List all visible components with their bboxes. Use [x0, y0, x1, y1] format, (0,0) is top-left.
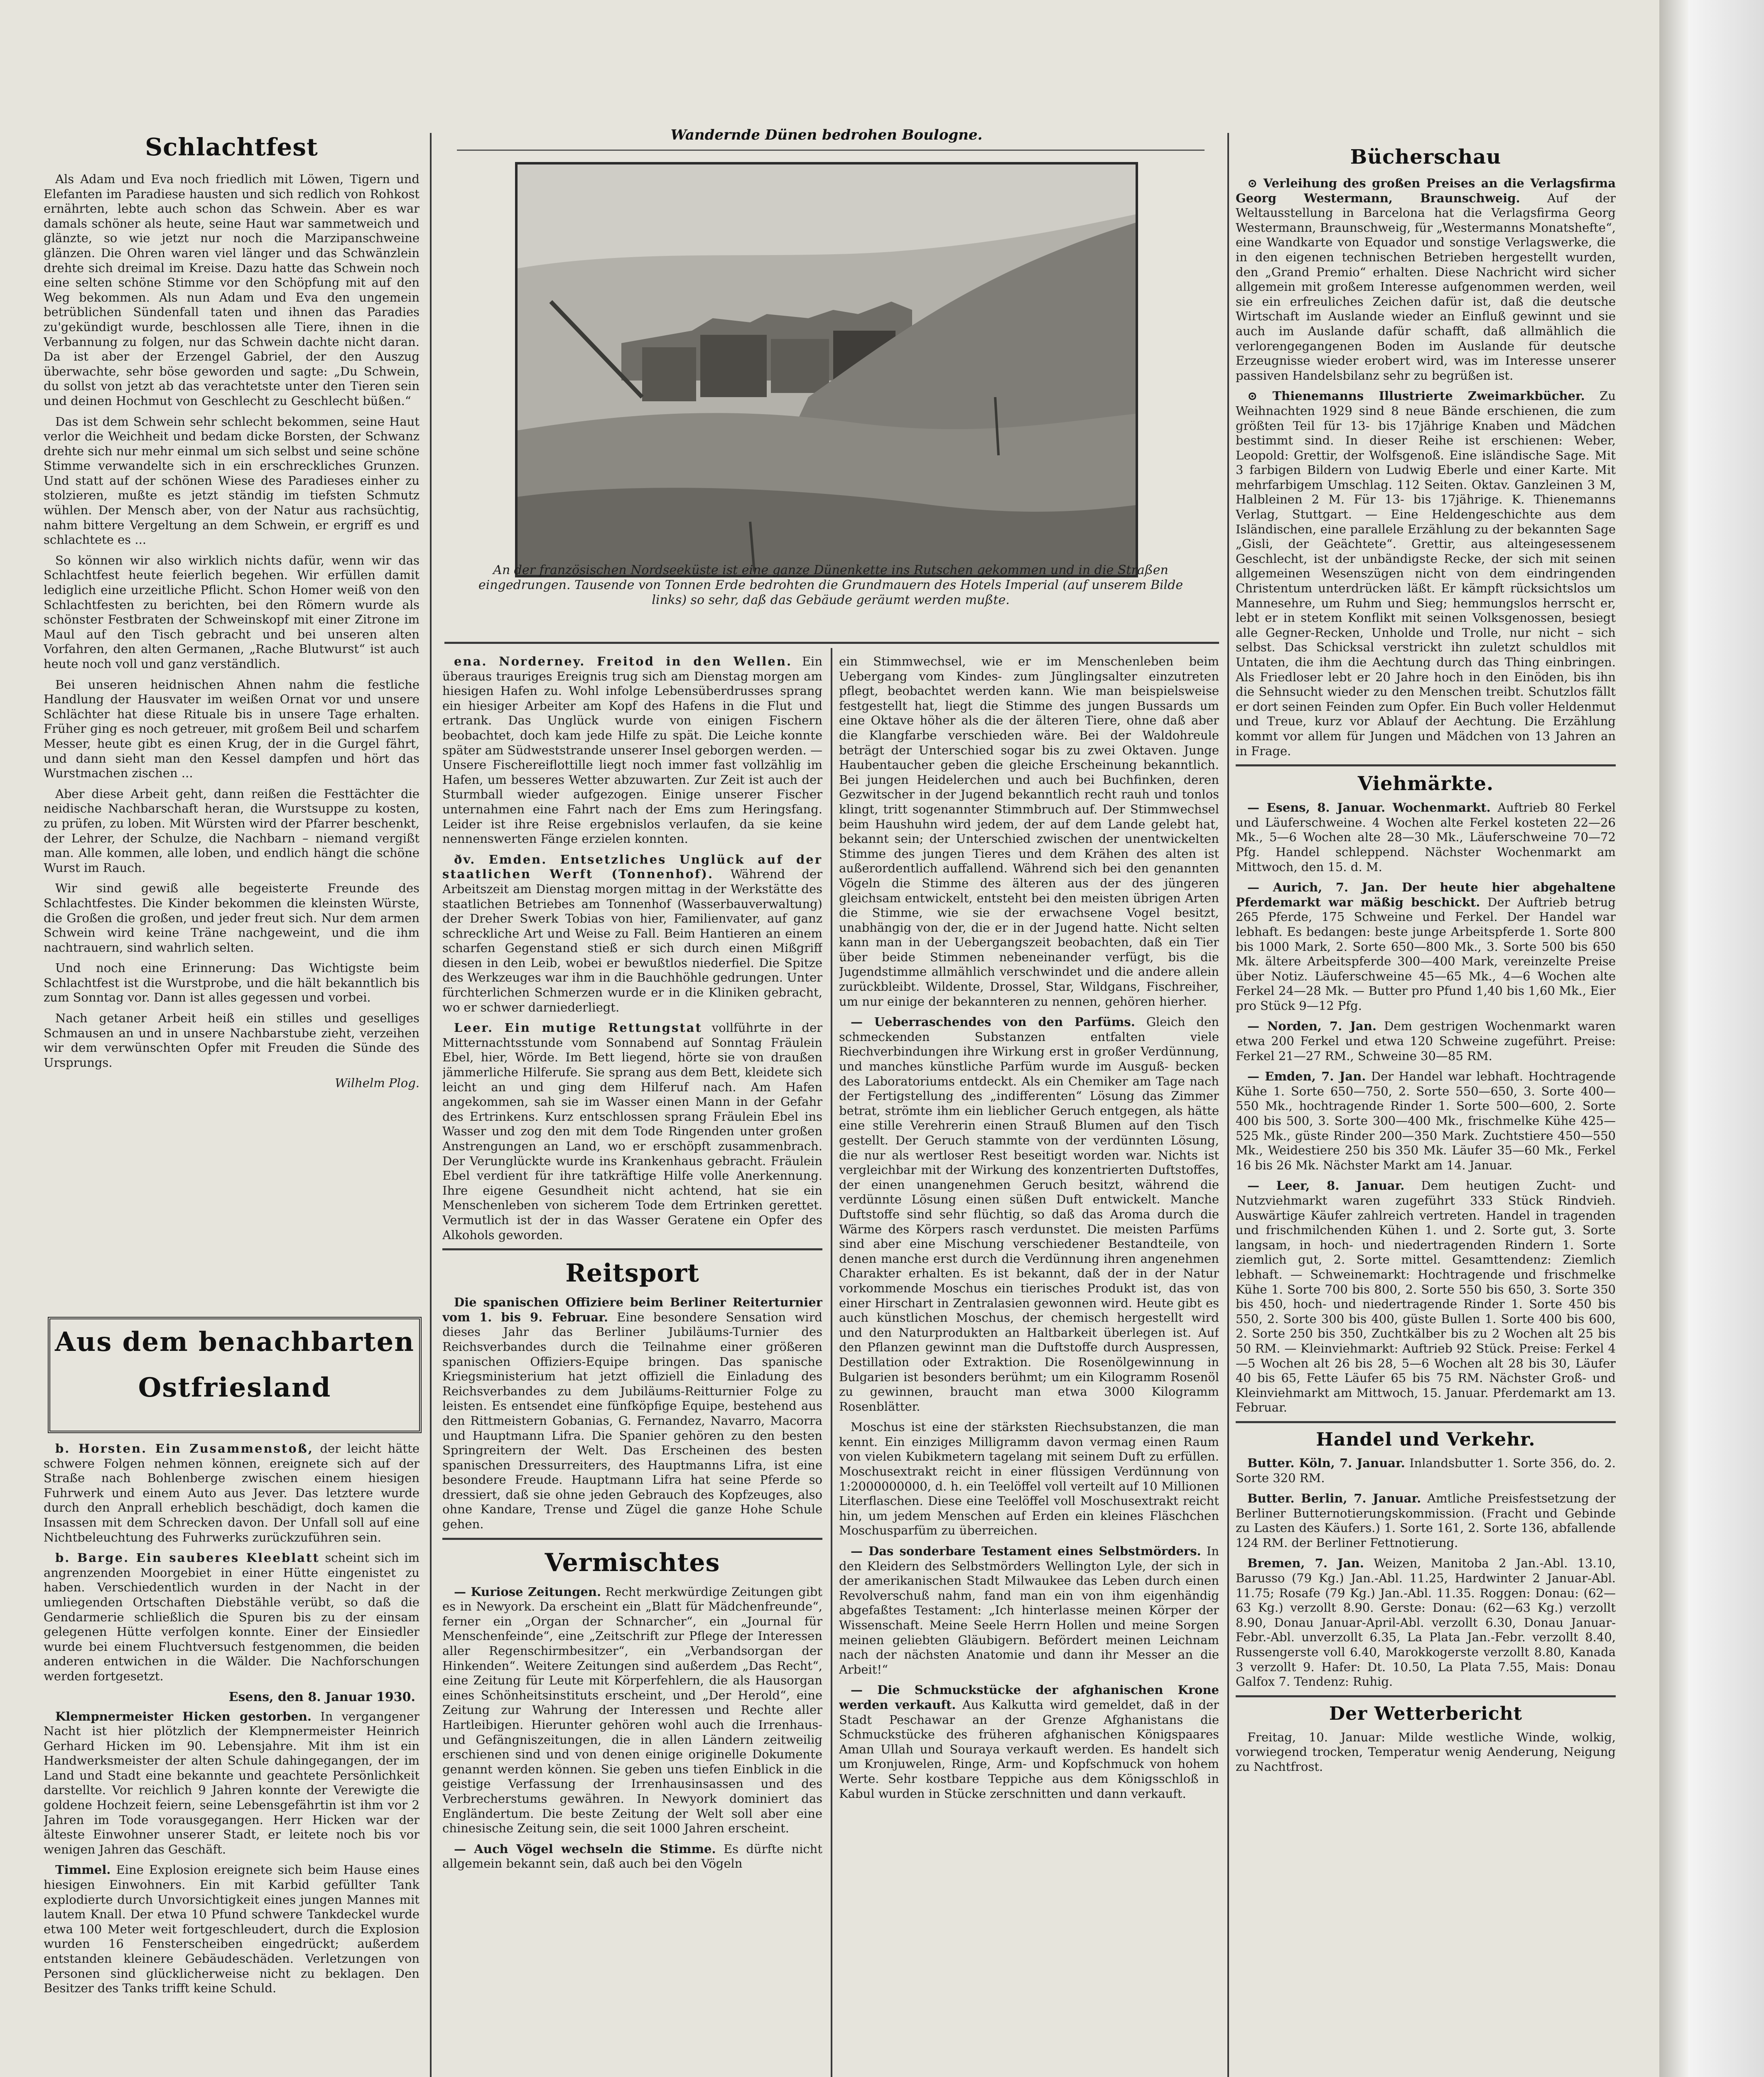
- news-item: [1236, 176, 1616, 383]
- article-paragraph: Das ist dem Schwein sehr schlecht bekommen, seine Haut verlor die Weichheit und bedam dicke Borsten, der Schwanz drehte sich nur mehr einmal um sich selbst und seine schöne Stimme verwandelte sich in ein erschreckliches Grunzen. Und statt auf der schönen Wiese des Paradieses einher zu stolzieren, mußte es jetzt ständig im tiefsten Schmutz wühlen. Der Mensch aber, von der Natur aus rachsüchtig, nahm bittere Vergeltung an dem Schwein, er ergriff es und schlachtete es ...: [44, 414, 420, 547]
- news-lead: — Norden, 7. Jan.: [1247, 1019, 1377, 1034]
- dateline: Esens, den 8. Januar 1930.: [228, 1689, 415, 1704]
- news-lead: Bremen, 7. Jan.: [1247, 1556, 1364, 1571]
- news-text: Auf der Weltausstellung in Barcelona hat die Verlagsfirma Georg Westermann, Braunschweig, für „Westermanns Monatshefte“, eine Wandkarte von Equador und sonstige Verlagswerke, die in den eigenen technischen Betrieben hergestellt wurden, den „Grand Premio“ erhalten. Diese Nachricht wird sicher allgemein mit großem Interesse aufgenommen werden, weil sie ein erfreuliches Zeichen dafür ist, daß die deutsche Wirtschaft im Auslande wieder an Einfluß gewinnt und sie auch im Auslande dafür schafft, daß allmählich die verlorengegangenen Boden im Auslande für deutsche Erzeugnisse wieder erobert wird, was im Interesse unserer passiven Handelsbilanz sehr zu begrüßen ist.: [1236, 191, 1616, 383]
- news-item: [839, 1015, 1219, 1414]
- news-item: [839, 1544, 1219, 1677]
- news-lead: ena. Norderney. Freitod in den Wellen.: [454, 654, 792, 668]
- heading-vermischtes: Vermischtes: [545, 1548, 720, 1577]
- news-item: [1236, 1456, 1616, 1485]
- heading-buecherschau: Bücherschau: [1350, 145, 1501, 169]
- section-rule: [1236, 1695, 1616, 1697]
- figure-title: Wandernde Dünen bedrohen Boulogne.: [670, 127, 983, 143]
- article-paragraph: Aber diese Arbeit geht, dann reißen die Festtächter die neidische Nachbarschaft heran, die Wurstsuppe zu kosten, zu prüfen, zu loben. Mit Würsten wird der Pfarrer beschenkt, der Lehrer, der Schulze, die Nachbarn – niemand vergißt man. Alle kommen, alle loben, und endlich hängt die schöne Wurst im Rauch.: [44, 786, 420, 875]
- news-lead: Butter. Köln, 7. Januar.: [1247, 1456, 1405, 1470]
- page-edge: [1659, 0, 1688, 2077]
- news-lead: Klempnermeister Hicken gestorben.: [55, 1709, 312, 1723]
- column-1-lower: [44, 1441, 420, 2077]
- news-item: [1236, 389, 1616, 759]
- news-item: [44, 1709, 420, 1857]
- article-paragraph: Bei unseren heidnischen Ahnen nahm die festliche Handlung der Hausvater im weißen Ornat vor und unsere Schlächter hat diese Rituale bis in unsere Tage erhalten. Früher ging es noch getreuer, mit großem Beil und scharfem Messer, heute gibt es einen Krug, der in die Gurgel fährt, und dann sieht man den Kessel dampfen und hört das Wurstmachen zischen ...: [44, 677, 420, 781]
- news-lead: Leer. Ein mutige Rettungstat: [454, 1021, 702, 1035]
- news-item: [1236, 1019, 1616, 1063]
- news-text: Dem gestrigen Wochenmarkt waren etwa 200 Ferkel und etwa 120 Schweine zugeführt. Preise: Ferkel 21—27 RM., Schweine 30—85 RM.: [1236, 1019, 1616, 1063]
- news-item: [442, 654, 822, 847]
- news-text: Aus Kalkutta wird gemeldet, daß in der Stadt Peschawar an der Grenze Afghanistans die Schmuckstücke des früheren afghanischen Königspaares Aman Ullah und Souraya verkauft werden. Es handelt sich um Kronjuwelen, Ringe, Arm- und Kopfschmuck von hohem Werte. Sehr kostbare Teppiche aus dem Königsschloß in Kabul wurden in Stücke zerschnitten und dann verkauft.: [839, 1697, 1219, 1801]
- column-divider: [430, 133, 432, 2077]
- news-lead: ⊙ Verleihung des großen Preises an die Verlagsfirma Georg Westermann, Braunschweig.: [1236, 176, 1616, 205]
- section-rule: [1236, 764, 1616, 766]
- heading-wetterbericht: Der Wetterbericht: [1329, 1703, 1523, 1724]
- news-item: [442, 852, 822, 1015]
- news-lead: — Kuriose Zeitungen.: [454, 1584, 601, 1599]
- news-text: Eine besondere Sensation wird dieses Jahr das Berliner Jubiläums-Turnier des Reichsverbandes durch die Teilnahme einer größeren spanischen Offiziers-Equipe bringen. Das spanische Kriegsministerium hat jetzt offiziell die Einladung des Reichsverbandes zu dem Jubiläums-Reitturnier Folge zu leisten. Es entsendet eine fünfköpfige Equipe, bestehend aus den Rittmeistern Gobanias, G. Fernandez, Navarro, Macorra und Hauptmann Lifra. Die Spanier gehören zu den besten Springreitern der Welt. Das Erscheinen des besten spanischen Dressurreiters, des Hauptmanns Lifra, ist eine besondere Freude. Hauptmann Lifra hat seine Pferde so dressiert, daß sie ohne jeden Gebrauch des Kopfzeuges, also ohne Kandare, Trense und Zügel die ganze Hohe Schule gehen.: [442, 1310, 822, 1532]
- news-text: Eine Explosion ereignete sich beim Hause eines hiesigen Einwohners. Ein mit Karbid gefüllter Tank explodierte durch Unvorsichtigkeit eines jungen Mannes mit lautem Knall. Der etwa 10 Pfund schwere Tankdeckel wurde etwa 100 Meter weit fortgeschleudert, durch die Explosion wurden 16 Fensterscheiben eingedrückt; außerdem entstanden kleinere Gebäudeschäden. Verletzungen von Personen sind glücklicherweise nicht zu beklagen. Den Besitzer des Tanks trifft keine Schuld.: [44, 1863, 420, 1996]
- heading-handel: Handel und Verkehr.: [1316, 1429, 1536, 1450]
- news-lead: — Emden, 7. Jan.: [1247, 1069, 1366, 1084]
- news-lead: Butter. Berlin, 7. Januar.: [1247, 1491, 1421, 1506]
- news-lead: — Leer, 8. Januar.: [1247, 1178, 1405, 1193]
- article-paragraph: Als Adam und Eva noch friedlich mit Löwen, Tigern und Elefanten im Paradiese hausten und sich redlich von Rohkost ernährten, lebte auch schon das Schwein. Aber es war damals schöner als heute, seine Haut war sammetweich und glänzte, so wie jetzt nur noch die Marzipanschweine glänzen. Die Ohren waren viel länger und das Schwänzlein drehte sich dreimal im Kreise. Dazu hatte das Schwein noch eine selten schöne Stimme vor den Schöpfung mit auf den Weg bekommen. Als nun Adam und Eva den ungemein betrüblichen Sündenfall taten und ihnen das Paradies zu'gekündigt wurde, beschlossen alle Tiere, ihnen in die Verbannung zu folgen, nur das Schwein dachte nicht daran. Da ist aber der Erzengel Gabriel, der den Auszug überwachte, sehr böse geworden und sagte: „Du Schwein, du sollst von jetzt ab das verachtetste unter den Tieren sein und deinen Hochmut von Geschlecht zu Geschlecht büßen.“: [44, 172, 420, 408]
- article-paragraph: ein Stimmwechsel, wie er im Menschenleben beim Uebergang vom Kindes- zum Jünglingsalter einzutreten pflegt, beobachtet werden kann. Wie man beispielsweise festgestellt hat, liegt die Stimme des jungen Bussards um eine Oktave höher als die der älteren Tiere, ohne daß aber die Klangfarbe verschieden wäre. Bei der Waldohreule beträgt der Unterschied sogar bis zu zwei Oktaven. Junge Haubentaucher geben die gleiche Erscheinung bekanntlich. Bei jungen Heidelerchen und auch bei Buchfinken, deren Gezwitscher in der Jugend bekanntlich recht rauh und tonlos klingt, tritt sogenannter Stimmbruch auf. Der Stimmwechsel beim Haushuhn wird jedem, der auf dem Lande gelebt hat, bekannt sein; der Unterschied zwischen der unentwickelten Stimme des jungen Tieres und dem Krähen des alten ist außerordentlich auffallend. Während sich bei den genannten Vögeln die Stimme des älteren aus der des jüngeren gleichsam entwickelt, entsteht bei den meisten übrigen Arten die Stimme, wie sie der erwachsene Vogel besitzt, unabhängig von der, die er in der Jugend hatte. Nicht selten kann man in der Uebergangszeit beobachten, daß ein Tier über beide Stimmen nebeneinander verfügt, bis die Jugendstimme allmählich verschwindet und die andere allein zurückbleibt. Wildente, Drossel, Star, Wildgans, Fischreiher, um nur einige der bekannteren zu nennen, gehören hierher.: [839, 654, 1219, 1009]
- news-item: [442, 1295, 822, 1532]
- article-paragraph: Wir sind gewiß alle begeisterte Freunde des Schlachtfestes. Die Kinder bekommen die kleinsten Würste, die Großen die großen, und jeder freut sich. Nur dem armen Schwein wird keine Träne nachgeweint, und die ihm nachtrauern, sind wahrlich selten.: [44, 881, 420, 955]
- section-rule: [442, 1538, 822, 1540]
- news-lead: — Esens, 8. Januar. Wochenmarkt.: [1247, 800, 1491, 815]
- news-lead: — Aurich, 7. Jan. Der heute hier abgehaltene Pferdemarkt war mäßig beschickt.: [1236, 880, 1616, 909]
- news-text: Zu Weihnachten 1929 sind 8 neue Bände erschienen, die zum größten Teil für 13- bis 17jährige Knaben und Mädchen bestimmt sind. In dieser Reihe ist erschienen: Weber, Leopold: Grettir, der Wolfsgenoß. Eine isländische Sage. Mit 3 farbigen Bildern von Ludwig Eberle und einer Karte. Mit mehrfarbigem Umschlag. 112 Seiten. Oktav. Ganzleinen 3 M, Halbleinen 2 M. Für 13- bis 17jährige. K. Thienemanns Verlag, Stuttgart. — Eine Heldengeschichte aus dem Isländischen, eine parallele Erzählung zu der bekannten Sage „Gisli, der Geächtete“. Grettir, aus alteingesessenem Geschlecht, ist der unbändigste Recke, der sich mit seinen allgemeinen Wesenszügen nicht von dem eindringenden Christentum unterdrücken läßt. Er kämpft rücksichtslos um Mannesehre, um Ruhm und Sieg; hemmungslos herrscht er, lebt er in stetem Konflikt mit seinen Volksgenossen, besiegt alle Gegner-Recken, Unholde und Trolle, nur nicht – sich selbst. Das Schicksal verstrickt ihn zuletzt schuldlos mit Untaten, die ihm die Aechtung durch das Thing einbringen. Als Friedloser lebt er 20 Jahre hoch in den Einöden, bis ihn die Sehnsucht wieder zu den Menschen treibt. Schutzlos fällt er dort seinen Feinden zum Opfer. Ein Buch voller Heldenmut und Treue, kurz vor Ablauf der Aechtung. Die Erzählung kommt vor allem für Jungen und Mädchen von 13 Jahren an in Frage.: [1236, 389, 1616, 758]
- news-text: vollführte in der Mitternachtsstunde vom Sonnabend auf Sonntag Fräulein Ebel, hier, Wörde. Im Bett liegend, hörte sie von draußen jämmerliche Hilferufe. Sie sprang aus dem Bett, kleidete sich leicht an und ging dem Hilferuf nach. Am Hafen angekommen, sah sie im Wasser einen Mann in der Gefahr des Ertrinkens. Kurz entschlossen sprang Fräulein Ebel ins Wasser und zog den mit dem Tode Ringenden unter großen Anstrengungen an Land, wo er erschöpft zusammenbrach. Der Verunglückte wurde ins Krankenhaus gebracht. Fräulein Ebel verdient für ihre tatkräftige Hilfe volle Anerkennung. Ihre eigene Gesundheit nicht achtend, hat sie ein Menschenleben von sicherem Tode dem Ertrinken gerettet. Vermutlich ist der in das Wasser Geratene ein Opfer des Alkohols geworden.: [442, 1021, 822, 1242]
- news-item: [1236, 1556, 1616, 1689]
- news-text: Inlandsbutter 1. Sorte 356, do. 2. Sorte 320 RM.: [1236, 1456, 1616, 1485]
- news-lead: b. Barge. Ein sauberes Kleeblatt: [55, 1551, 320, 1565]
- heading-reitsport: Reitsport: [565, 1259, 699, 1288]
- news-lead: Die spanischen Offiziere beim Berliner Reiterturnier vom 1. bis 9. Februar.: [442, 1295, 822, 1324]
- news-text: In vergangener Nacht ist hier plötzlich der Klempnermeister Heinrich Gerhard Hicken im 90. Lebensjahre. Mit ihm ist ein Handwerksmeister der alten Schule dahingegangen, der im Land und Stadt eine bekannte und geachtete Persönlichkeit darstellte. Vor reichlich 9 Jahren konnte der Verewigte die goldene Hochzeit feiern, seine Lebensgefährtin ist ihm vor 2 Jahren im Tode vorausgegangen. Herr Hicken war der älteste Einwohner unserer Stadt, er leitete noch bis vor wenigen Jahren das Geschäft.: [44, 1709, 420, 1856]
- news-item: [1236, 1069, 1616, 1173]
- news-item: [442, 1842, 822, 1871]
- news-text: Dem heutigen Zucht- und Nutzviehmarkt waren zugeführt 333 Stück Rindvieh. Auswärtige Käufer zahlreich vertreten. Handel in tragenden und frischmilchenden Kühen 1. und 2. Sorte gut, 3. Sorte langsam, in hoch- und niedertragenden Rindern 1. Sorte ziemlich gut, 2. Sorte mittel. Gesamttendenz: Ziemlich lebhaft. — Schweinemarkt: Hochtragende und frischmelke Kühe 1. Sorte 700 bis 800, 2. Sorte 550 bis 650, 3. Sorte 350 bis 450, hoch- und niedertragende Rinder 1. Sorte 450 bis 550, 2. Sorte 300 bis 400, güste Bullen 1. Sorte 400 bis 600, 2. Sorte 250 bis 350, Zuchtkälber bis zu 2 Wochen alt 25 bis 50 RM. — Kleinviehmarkt: Auftrieb 92 Stück. Preise: Ferkel 4—5 Wochen alt 26 bis 28, 5—6 Wochen alt 28 bis 30, Läufer 40 bis 65, Fette Läufer 65 bis 75 RM. Nächster Groß- und Kleinviehmarkt am Mittwoch, 15. Januar. Pferdemarkt am 13. Februar.: [1236, 1178, 1616, 1415]
- news-text: Ein überaus trauriges Ereignis trug sich am Dienstag morgen am hiesigen Hafen zu. Wohl infolge Lebensüberdrusses sprang ein hiesiger Arbeiter am Kopf des Hafens in die Flut und ertrank. Das Unglück wurde von einigen Fischern beobachtet, doch kam jede Hilfe zu spät. Die Leiche konnte später am Südweststrande unserer Insel geborgen werden. — Unsere Fischereiflottille liegt noch immer fast vollzählig im Hafen, um besseres Wetter abzuwarten. Zur Zeit ist auch der Sturmball wieder aufgezogen. Einige unserer Fischer unternahmen eine Fahrt nach der Ems zum Heringsfang. Leider ist ihre Reise ergebnislos verlaufen, da sie keine nennenswerten Fänge erzielen konnten.: [442, 654, 822, 846]
- figure-caption: An der französischen Nordseeküste ist eine ganze Dünenkette ins Rutschen gekommen und in die Straßen eingedrungen. Tausende von Tonnen Erde bedrohten die Grundmauern des Hotels Imperial (auf unserem Bilde links) so sehr, daß das Gebäude geräumt werden mußte.: [478, 563, 1183, 607]
- news-item: [44, 1551, 420, 1684]
- news-text: Moschus ist eine der stärksten Riechsubstanzen, die man kennt. Ein einziges Milligramm davon vermag einen Raum von vielen Kubikmetern tagelang mit seinem Duft zu erfüllen. Moschusextrakt reicht in einer flüssigen Verdünnung von 1:2000000000, d. h. ein Teelöffel voll verteilt auf 10 Millionen Literflaschen. Diese eine Teelöffel voll Moschusextrakt reicht hin, um jedem Menschen auf Erden ein kleines Fläschchen Moschusparfüm zu überreichen.: [839, 1420, 1219, 1538]
- section-rule: [1236, 1421, 1616, 1423]
- weather-report: Freitag, 10. Januar: Milde westliche Winde, wolkig, vorwiegend trocken, Temperatur wenig Aenderung, Neigung zu Nachtfrost.: [1236, 1730, 1616, 1774]
- news-item: [442, 1021, 822, 1242]
- news-lead: ðv. Emden. Entsetzliches Unglück auf der staatlichen Werft (Tonnenhof).: [442, 852, 822, 881]
- news-text: Gleich den schmeckenden Substanzen entfalten viele Riechverbindungen ihre Wirkung erst in großer Verdünnung, und manches künstliche Parfüm wurde im Ausguß- becken des Laboratoriums entdeckt. Als ein Chemiker am Tage nach der Fertigstellung des „indifferenten“ Lösung das Zimmer betrat, strömte ihm ein lieblicher Geruch entgegen, als hätte eine stille Verehrerin einen Strauß Blumen auf den Tisch gestellt. Der Geruch stammte von der verdünnten Lösung, die nur als wertloser Rest beseitigt worden war. Nichts ist vergleichbar mit der Wirkung des konzentrierten Duftstoffes, der einen unangenehmen Geruch besitzt, während die verdünnte Lösung einen süßen Duft entwickelt. Manche Duftstoffe sind sehr flüchtig, so daß das Aroma durch die Wärme des Körpers rasch verdunstet. Die meisten Parfüms sind aber eine Mischung verschiedener Bestandteile, von denen manche erst durch die Verdünnung ihren angenehmen Charakter erhalten. Es ist bekannt, daß der in der Natur vorkommende Moschus ein tierisches Produkt ist, das von einer Hirschart in Zentralasien gewonnen wird. Heute gibt es auch künstlichen Moschus, der chemisch hergestellt wird und den Naturprodukten an Haltbarkeit überlegen ist. Auf den Pflanzen gewinnt man die Duftstoffe durch Auspressen, Destillation oder Extraktion. Die Rosenölgewinnung in Bulgarien ist besonders berühmt; um ein Kilogramm Rosenöl zu gewinnen, braucht man etwa 3000 Kilogramm Rosenblätter.: [839, 1015, 1219, 1414]
- figure-bottom-rule: [444, 642, 1219, 644]
- news-text: der leicht hätte schwere Folgen nehmen können, ereignete sich auf der Straße nach Bohlenberge zwischen einem hiesigen Fuhrwerk und einem Auto aus Jever. Das letztere wurde durch den Anprall erheblich beschädigt, doch kamen die Insassen mit dem Schrecken davon. Der Unfall soll auf eine Nichtbeleuchtung des Fuhrwerks zurückzuführen sein.: [44, 1441, 420, 1544]
- author-signature: Wilhelm Plog.: [335, 1076, 420, 1090]
- news-item: [1236, 880, 1616, 1013]
- page-shadow: [1688, 0, 1764, 2077]
- news-item: [1236, 1491, 1616, 1550]
- figure-top-rule: [457, 150, 1205, 151]
- news-lead: — Das sonderbare Testament eines Selbstmörders.: [851, 1544, 1201, 1559]
- news-text: Während der Arbeitszeit am Dienstag morgen mittag in der Werkstätte des staatlichen Betriebes am Tonnenhof (Wasserbauverwaltung) der Dreher Swerk Tobias von hier, Familienvater, auf ganz schreckliche Art und Weise zu Fall. Beim Hantieren an einem scharfen Gegenstand stieß er sich durch einen Mißgriff diesen in den Leib, wobei er bewußtlos niederfiel. Die Spitze des Werkzeuges war ihm in die Bauchhöhle gedrungen. Unter fürchterlichen Schmerzen wurde er in die Kliniken gebracht, wo er schwer darniederliegt.: [442, 867, 822, 1014]
- news-item: [442, 1585, 822, 1836]
- news-text: Weizen, Manitoba 2 Jan.-Abl. 13.10, Barusso (79 Kg.) Jan.-Abl. 11.25, Hardwinter 2 Januar-Abl. 11.75; Rosafe (79 Kg.) Jan.-Abl. 11.35. Roggen: Donau: (62—63 Kg.) verzollt 8.90. Gerste: Donau: (62—63 Kg.) verzollt 8.90, Donau Januar-April-Abl. verzollt 6.30, Donau Januar-Febr.-Abl. unverzollt 6.35, La Plata Jan.-Febr. verzollt 8.40, Russengerste voll 6.40, Marokkogerste verzollt 8.80, Kanada 3 verzollt 9. Hafer: Dt. 10.50, La Plata 7.55, Mais: Donau Galfox 7. Tendenz: Ruhig.: [1236, 1556, 1616, 1689]
- region-heading-line: Ostfriesland: [138, 1372, 331, 1403]
- column-divider: [1227, 133, 1229, 2077]
- news-item: [44, 1863, 420, 1996]
- news-lead: — Auch Vögel wechseln die Stimme.: [454, 1841, 716, 1856]
- column-2: [442, 654, 822, 2077]
- news-item: [839, 1420, 1219, 1538]
- article-paragraph: So können wir also wirklich nichts dafür, wenn wir das Schlachtfest heute feierlich begehen. Wir erfüllen damit lediglich eine urzeitliche Pflicht. Schon Homer weiß von den Schlachtfesten zu berichten, bei den Römern wurde als schönster Festbraten der Schweinskopf mit einer Zitrone im Maul auf den Tisch gebracht und bei unseren alten Vorfahren, den alten Germanen, „Rache Blutwurst“ ist auch heute noch voll und ganz verständlich.: [44, 553, 420, 671]
- news-item: [1236, 800, 1616, 874]
- section-rule: [442, 1248, 822, 1250]
- news-text: Der Auftrieb betrug 265 Pferde, 175 Schweine und Ferkel. Der Handel war lebhaft. Es bedangen: beste junge Arbeitspferde 1. Sorte 800 bis 1000 Mark, 2. Sorte 650—800 Mk., 3. Sorte 500 bis 650 Mk. ältere Arbeitspferde 300—400 Mark, vereinzelte Preise über Notiz. Läuferschweine 45—65 Mk., 4—6 Wochen alte Ferkel 24—28 Mk. — Butter pro Pfund 1,40 bis 1,60 Mk., Eier pro Stück 9—12 Pfg.: [1236, 895, 1616, 1013]
- article-paragraph: Nach getaner Arbeit heiß ein stilles und geselliges Schmausen an und in unsere Nachbarstube zieht, verzeihen wir dem verwünschten Opfer mit Freuden die Sünde des Ursprungs.: [44, 1011, 420, 1070]
- news-item: [1236, 1178, 1616, 1415]
- column-3: [839, 654, 1219, 2077]
- news-text: In den Kleidern des Selbstmörders Wellington Lyle, der sich in der amerikanischen Stadt Milwaukee das Leben durch einen Revolverschuß nahm, fand man ein von ihm eigenhändig abgefaßtes Testament: „Ich hinterlasse meinen Körper der Wissenschaft. Meine Seele Herrn Hollen und meine Sorgen meinen geliebten Gläubigern. Befördert meinen Leichnam nach der nächsten Anatomie und dann ihr Messer an die Arbeit!“: [839, 1544, 1219, 1677]
- news-text: scheint sich im angrenzenden Moorgebiet in einer Hütte eingenistet zu haben. Verschiedentlich wurden in der Nacht in der umliegenden Ortschaften Diebstähle verübt, so daß die Gendarmerie schließlich die Spuren bis zu der einsam gelegenen Hütte verfolgen konnte. Einer der Einsiedler wurde bei einem Fluchtversuch festgenommen, die beiden anderen entwichen in die Wälder. Die Nachforschungen werden fortgesetzt.: [44, 1551, 420, 1683]
- news-text: Recht merkwürdige Zeitungen gibt es in Newyork. Da erscheint ein „Blatt für Mädchenfreunde“, ferner ein „Organ der Schnarcher“, ein „Journal für Menschenfeinde“, eine „Zeitschrift zur Pflege der Interessen aller Regenschirmbesitzer“, ein „Verbandsorgan der Hinkenden“. Weitere Zeitungen sind außerdem „Das Recht“, eine Zeitung für Leute mit Körperfehlern, die als Hausorgan eines Schönheitsinstituts erscheint, und „Der Herold“, eine Zeitung zur Wahrung der Interessen und Rechte aller Hartleibigen. Hierunter gehören wohl auch die Irrenhaus- und Gefängniszeitungen, die in allen Ländern zeitweilig erschienen sind und von denen einige originelle Dokumente genannt werden können. Sie geben uns tiefen Einblick in die geistige Verfassung der Irrenhausinsassen und des Verbrecherstums gewähren. In Newyork dominiert das Engländertum. Die beste Zeitung der Welt soll aber eine chinesische Zeitung sein, die seit 1000 Jahren erscheint.: [442, 1584, 822, 1836]
- news-text: Der Handel war lebhaft. Hochtragende Kühe 1. Sorte 650—750, 2. Sorte 550—650, 3. Sorte 400—550 Mk., hochtragende Rinder 1. Sorte 500—600, 2. Sorte 400 bis 500, 3. Sorte 300—400 Mk., frischmelke Kühe 425—525 Mk., güste Rinder 200—350 Mark. Zuchtstiere 450—550 Mk., Weidestiere 250 bis 350 Mk. Läufer 35—60 Mk., Ferkel 16 bis 26 Mk. Nächster Markt am 14. Januar.: [1236, 1069, 1616, 1172]
- heading-schlachtfest: Schlachtfest: [145, 133, 318, 161]
- news-text: Auftrieb 80 Ferkel und Läuferschweine. 4 Wochen alte Ferkel kosteten 22—26 Mk., 5—6 Wochen alte 28—30 Mk., Läuferschweine 70—72 Pfg. Handel schleppend. Nächster Wochenmarkt am Mittwoch, den 15. d. M.: [1236, 800, 1616, 874]
- news-item: [44, 1441, 420, 1545]
- dune-photo: [515, 162, 1138, 577]
- news-lead: b. Horsten. Ein Zusammenstoß,: [55, 1441, 314, 1456]
- news-lead: Timmel.: [55, 1863, 111, 1877]
- region-heading-line: Aus dem benachbarten: [55, 1326, 415, 1358]
- article-paragraph: Und noch eine Erinnerung: Das Wichtigste beim Schlachtfest ist die Wurstprobe, und die hält bekanntlich bis zum Sonntag vor. Dann ist alles gegessen und vorbei.: [44, 961, 420, 1005]
- heading-viehmaerkte: Viehmärkte.: [1357, 772, 1494, 795]
- news-text: Es dürfte nicht allgemein bekannt sein, daß auch bei den Vögeln: [442, 1841, 822, 1871]
- region-heading-box: [48, 1317, 422, 1433]
- news-text: Amtliche Preisfestsetzung der Berliner Butternotierungskommission. (Fracht und Gebinde zu Lasten des Käufers.) 1. Sorte 161, 2. Sorte 136, abfallende 124 RM. der Berliner Fettnotierung.: [1236, 1491, 1616, 1550]
- column-divider: [831, 648, 832, 2077]
- column-4: [1236, 125, 1616, 2077]
- news-lead: — Ueberraschendes von den Parfüms.: [851, 1015, 1135, 1029]
- news-item: [839, 1683, 1219, 1801]
- news-lead: — Die Schmuckstücke der afghanischen Krone werden verkauft.: [839, 1683, 1219, 1712]
- news-lead: ⊙ Thienemanns Illustrierte Zweimarkbücher.: [1247, 389, 1585, 403]
